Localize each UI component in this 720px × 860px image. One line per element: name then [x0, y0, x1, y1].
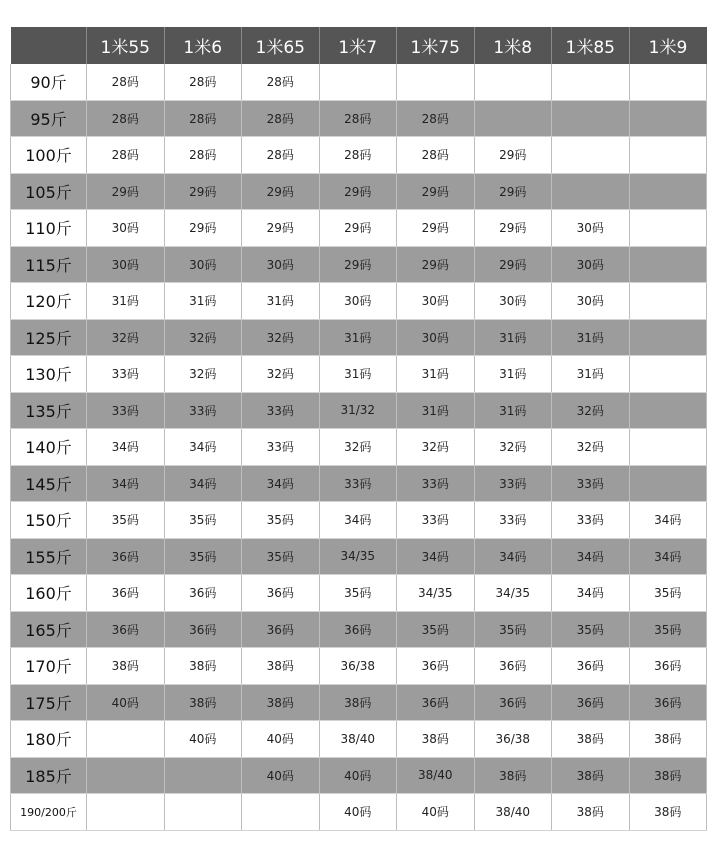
size-cell: 31码: [164, 283, 242, 320]
size-cell: 36码: [242, 575, 320, 612]
size-cell: 29码: [164, 173, 242, 210]
size-cell: [629, 465, 707, 502]
height-header: 1米9: [629, 27, 707, 64]
size-cell: [242, 794, 320, 831]
height-header: 1米75: [397, 27, 475, 64]
size-cell: 40码: [242, 757, 320, 794]
size-cell: 38码: [474, 757, 552, 794]
table-row: [11, 794, 707, 831]
size-cell: 28码: [319, 100, 397, 137]
size-cell: 33码: [319, 465, 397, 502]
weight-cell: 90斤: [11, 64, 87, 100]
size-cell: 35码: [629, 611, 707, 648]
size-cell: [629, 429, 707, 466]
size-cell: 29码: [474, 173, 552, 210]
size-cell: 29码: [397, 246, 475, 283]
size-cell: 35码: [474, 611, 552, 648]
size-cell: [629, 210, 707, 247]
header-row: [11, 27, 707, 64]
size-cell: 38码: [629, 721, 707, 758]
size-cell: 33码: [397, 465, 475, 502]
size-cell: 38/40: [319, 721, 397, 758]
table-row: [11, 611, 707, 648]
table-row: [11, 575, 707, 612]
size-cell: 38码: [242, 684, 320, 721]
size-cell: 38码: [397, 721, 475, 758]
table-row: [11, 392, 707, 429]
size-cell: 36码: [87, 575, 165, 612]
size-cell: [629, 356, 707, 393]
size-cell: 32码: [242, 356, 320, 393]
size-cell: 31码: [319, 356, 397, 393]
corner-cell: [11, 27, 87, 64]
table-body: [11, 64, 707, 830]
size-cell: 38码: [552, 721, 630, 758]
size-cell: 34码: [629, 538, 707, 575]
size-cell: 34码: [87, 465, 165, 502]
height-header: 1米6: [164, 27, 242, 64]
size-cell: 33码: [87, 392, 165, 429]
size-cell: 33码: [397, 502, 475, 539]
size-cell: 32码: [474, 429, 552, 466]
weight-cell: 110斤: [11, 210, 87, 247]
weight-cell: 150斤: [11, 502, 87, 539]
size-cell: 28码: [242, 100, 320, 137]
size-cell: 38码: [629, 757, 707, 794]
size-cell: 35码: [164, 502, 242, 539]
size-cell: [474, 64, 552, 100]
weight-cell: 175斤: [11, 684, 87, 721]
size-cell: 40码: [164, 721, 242, 758]
size-cell: 29码: [319, 210, 397, 247]
size-cell: 36/38: [474, 721, 552, 758]
table-row: [11, 356, 707, 393]
size-cell: 30码: [552, 283, 630, 320]
table-row: [11, 246, 707, 283]
size-cell: 32码: [87, 319, 165, 356]
size-cell: 32码: [552, 429, 630, 466]
size-cell: 36码: [164, 575, 242, 612]
size-cell: [629, 173, 707, 210]
size-cell: 40码: [397, 794, 475, 831]
size-cell: 29码: [397, 210, 475, 247]
weight-cell: 105斤: [11, 173, 87, 210]
size-cell: 29码: [474, 210, 552, 247]
size-cell: 32码: [319, 429, 397, 466]
weight-cell: 170斤: [11, 648, 87, 685]
size-cell: 30码: [164, 246, 242, 283]
size-cell: 33码: [474, 502, 552, 539]
size-cell: [87, 794, 165, 831]
size-cell: 33码: [474, 465, 552, 502]
size-cell: 30码: [87, 246, 165, 283]
height-header: 1米55: [87, 27, 165, 64]
size-cell: [87, 721, 165, 758]
size-cell: 38码: [552, 794, 630, 831]
size-cell: [629, 137, 707, 174]
size-cell: 30码: [397, 319, 475, 356]
size-cell: 28码: [319, 137, 397, 174]
size-cell: 31/32: [319, 392, 397, 429]
size-cell: [87, 757, 165, 794]
size-cell: 38码: [164, 684, 242, 721]
size-cell: 38码: [164, 648, 242, 685]
size-cell: 28码: [87, 137, 165, 174]
size-cell: 36码: [474, 684, 552, 721]
table-row: [11, 100, 707, 137]
weight-cell: 185斤: [11, 757, 87, 794]
size-cell: 36码: [164, 611, 242, 648]
size-cell: 36码: [552, 648, 630, 685]
size-chart: [10, 27, 706, 831]
size-cell: 30码: [552, 210, 630, 247]
size-cell: 29码: [164, 210, 242, 247]
size-cell: [474, 100, 552, 137]
size-cell: 38码: [242, 648, 320, 685]
size-cell: 29码: [397, 173, 475, 210]
size-cell: 31码: [552, 319, 630, 356]
weight-cell: 125斤: [11, 319, 87, 356]
weight-cell: 160斤: [11, 575, 87, 612]
size-cell: [629, 392, 707, 429]
size-cell: 28码: [87, 64, 165, 100]
size-cell: 38码: [629, 794, 707, 831]
size-cell: 34码: [164, 465, 242, 502]
height-header: 1米8: [474, 27, 552, 64]
weight-cell: 130斤: [11, 356, 87, 393]
size-cell: 36码: [397, 648, 475, 685]
size-cell: 28码: [164, 137, 242, 174]
table-row: [11, 137, 707, 174]
size-cell: 34码: [87, 429, 165, 466]
size-cell: 36码: [319, 611, 397, 648]
size-cell: 34码: [319, 502, 397, 539]
table-row: [11, 721, 707, 758]
size-cell: 31码: [242, 283, 320, 320]
size-cell: 33码: [242, 392, 320, 429]
size-cell: 36码: [552, 684, 630, 721]
size-cell: 33码: [552, 465, 630, 502]
weight-cell: 135斤: [11, 392, 87, 429]
size-cell: 32码: [164, 319, 242, 356]
weight-cell: 145斤: [11, 465, 87, 502]
table-row: [11, 64, 707, 100]
size-cell: 29码: [474, 137, 552, 174]
size-cell: 30码: [474, 283, 552, 320]
size-cell: 33码: [87, 356, 165, 393]
height-header: 1米7: [319, 27, 397, 64]
size-cell: 30码: [319, 283, 397, 320]
size-cell: 36码: [242, 611, 320, 648]
size-cell: 35码: [242, 502, 320, 539]
size-cell: 35码: [242, 538, 320, 575]
size-cell: 35码: [552, 611, 630, 648]
size-cell: 32码: [397, 429, 475, 466]
size-cell: 31码: [319, 319, 397, 356]
weight-cell: 140斤: [11, 429, 87, 466]
size-cell: [629, 64, 707, 100]
size-cell: [319, 64, 397, 100]
size-cell: 31码: [474, 392, 552, 429]
size-cell: 31码: [87, 283, 165, 320]
size-cell: 31码: [397, 356, 475, 393]
size-cell: 32码: [164, 356, 242, 393]
size-table: [10, 27, 707, 831]
size-cell: [552, 100, 630, 137]
size-cell: 34/35: [319, 538, 397, 575]
size-cell: 40码: [319, 757, 397, 794]
size-cell: 34码: [397, 538, 475, 575]
table-row: [11, 465, 707, 502]
size-cell: 29码: [87, 173, 165, 210]
size-cell: [629, 246, 707, 283]
size-cell: [397, 64, 475, 100]
size-cell: 35码: [164, 538, 242, 575]
size-cell: [164, 757, 242, 794]
table-row: [11, 283, 707, 320]
size-cell: 30码: [552, 246, 630, 283]
size-cell: [629, 283, 707, 320]
size-cell: 36码: [629, 684, 707, 721]
size-cell: 34码: [474, 538, 552, 575]
size-cell: 33码: [164, 392, 242, 429]
size-cell: 28码: [87, 100, 165, 137]
size-cell: 36/38: [319, 648, 397, 685]
table-row: [11, 429, 707, 466]
size-cell: 34码: [552, 575, 630, 612]
weight-cell: 100斤: [11, 137, 87, 174]
size-cell: 34码: [629, 502, 707, 539]
size-cell: 28码: [397, 137, 475, 174]
size-cell: 34/35: [474, 575, 552, 612]
size-cell: 30码: [242, 246, 320, 283]
weight-cell: 190/200斤: [11, 794, 87, 831]
table-row: [11, 757, 707, 794]
size-cell: 38/40: [397, 757, 475, 794]
size-cell: 28码: [397, 100, 475, 137]
size-cell: [552, 173, 630, 210]
size-cell: 28码: [164, 64, 242, 100]
weight-cell: 120斤: [11, 283, 87, 320]
size-cell: 40码: [87, 684, 165, 721]
table-row: [11, 502, 707, 539]
size-cell: 31码: [552, 356, 630, 393]
size-cell: 28码: [164, 100, 242, 137]
size-cell: 38码: [319, 684, 397, 721]
size-cell: 36码: [474, 648, 552, 685]
size-cell: 32码: [552, 392, 630, 429]
table-row: [11, 648, 707, 685]
size-cell: 38/40: [474, 794, 552, 831]
weight-cell: 180斤: [11, 721, 87, 758]
size-cell: [629, 319, 707, 356]
table-row: [11, 319, 707, 356]
size-cell: 35码: [87, 502, 165, 539]
size-cell: 33码: [242, 429, 320, 466]
size-cell: 35码: [397, 611, 475, 648]
size-cell: 28码: [242, 64, 320, 100]
size-cell: [552, 64, 630, 100]
size-cell: [629, 100, 707, 137]
table-row: [11, 538, 707, 575]
size-cell: 33码: [552, 502, 630, 539]
size-cell: 28码: [242, 137, 320, 174]
size-cell: 30码: [87, 210, 165, 247]
size-cell: 29码: [319, 246, 397, 283]
size-cell: 29码: [474, 246, 552, 283]
size-cell: 29码: [319, 173, 397, 210]
size-cell: 31码: [474, 356, 552, 393]
size-cell: 35码: [319, 575, 397, 612]
weight-cell: 115斤: [11, 246, 87, 283]
size-cell: 29码: [242, 173, 320, 210]
size-cell: 32码: [242, 319, 320, 356]
table-row: [11, 173, 707, 210]
size-cell: [552, 137, 630, 174]
size-cell: 40码: [242, 721, 320, 758]
size-cell: 34码: [242, 465, 320, 502]
weight-cell: 165斤: [11, 611, 87, 648]
size-cell: 38码: [87, 648, 165, 685]
size-cell: 38码: [552, 757, 630, 794]
size-cell: [164, 794, 242, 831]
height-header: 1米65: [242, 27, 320, 64]
table-row: [11, 210, 707, 247]
size-cell: 36码: [87, 538, 165, 575]
size-cell: 40码: [319, 794, 397, 831]
table-row: [11, 684, 707, 721]
weight-cell: 95斤: [11, 100, 87, 137]
size-cell: 36码: [397, 684, 475, 721]
size-cell: 35码: [629, 575, 707, 612]
size-cell: 30码: [397, 283, 475, 320]
weight-cell: 155斤: [11, 538, 87, 575]
size-cell: 31码: [397, 392, 475, 429]
size-cell: 34/35: [397, 575, 475, 612]
size-cell: 31码: [474, 319, 552, 356]
size-cell: 36码: [87, 611, 165, 648]
size-cell: 36码: [629, 648, 707, 685]
size-cell: 34码: [164, 429, 242, 466]
height-header: 1米85: [552, 27, 630, 64]
size-cell: 34码: [552, 538, 630, 575]
size-cell: 29码: [242, 210, 320, 247]
